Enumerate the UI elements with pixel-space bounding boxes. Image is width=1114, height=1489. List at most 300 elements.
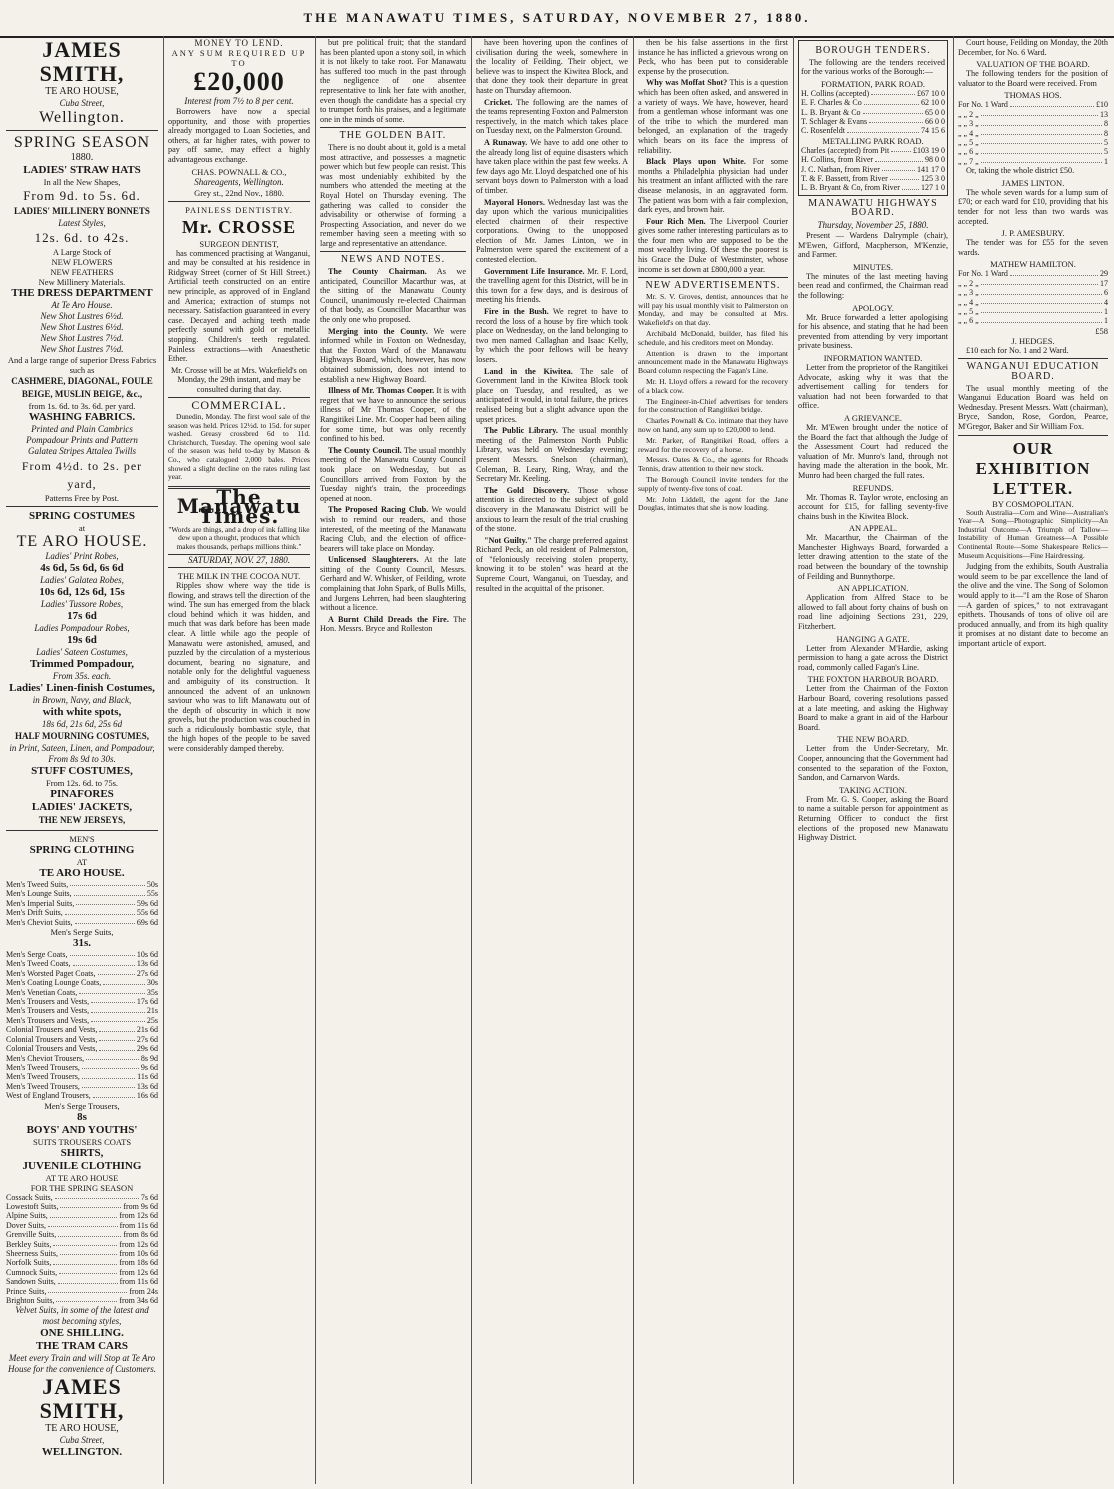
cricket-head: Cricket. xyxy=(484,97,513,107)
hamilton-heading: MATHEW HAMILTON. xyxy=(990,259,1076,270)
coat-row xyxy=(6,1006,158,1015)
wanganui-heading: WANGANUI EDUCATION BOARD. xyxy=(966,361,1100,382)
metalling-row xyxy=(801,146,945,155)
coat-row-value: 9s 6d xyxy=(140,1062,158,1072)
stock-line: New Millinery Materials. xyxy=(38,277,126,287)
column-4 xyxy=(472,36,632,1484)
masthead-title: THE MANAWATU TIMES, SATURDAY, NOVEMBER 27, 1880. xyxy=(303,10,811,25)
metalling-row xyxy=(801,165,945,174)
leader-dots xyxy=(50,1211,118,1217)
costume-line: 4s 6d, 5s 6d, 6s 6d xyxy=(40,562,124,574)
article-text: Court house, Feilding on Monday, the 20th December, for No. 6 Ward. xyxy=(958,38,1108,57)
borough-intro: The following are the tenders received for the various works of the Borough:— xyxy=(801,57,945,77)
leader-dots xyxy=(1010,269,1098,275)
coat-row-value: 11s 6d xyxy=(137,1072,158,1082)
store-name: TE ARO HOUSE, xyxy=(45,86,119,97)
coat-row xyxy=(6,1044,158,1053)
juvenile-row-value: 7s 6d xyxy=(140,1192,158,1202)
news-heading: NEWS AND NOTES. xyxy=(340,254,446,266)
suit-row xyxy=(6,908,158,917)
ward-row-value: 1 xyxy=(1104,156,1108,166)
costume-line: 19s 6d xyxy=(67,634,97,646)
leader-dots xyxy=(981,129,1102,135)
metalling-row-label: H. Collins, from River xyxy=(801,155,874,165)
formation-row-value: 74 15 6 xyxy=(921,126,945,136)
divider xyxy=(168,201,310,202)
washing-heading: WASHING FABRICS. xyxy=(28,411,136,423)
leader-dots xyxy=(48,1287,127,1293)
leader-dots xyxy=(103,978,145,984)
footer-store: TE ARO HOUSE, xyxy=(45,1423,119,1435)
coat-row xyxy=(6,1025,158,1034)
juvenile-row-value: from 12s 6d xyxy=(119,1211,158,1221)
suit-row-value: 59s 6d xyxy=(136,898,158,908)
suit-row-value: 55s 6d xyxy=(136,908,158,918)
juvenile-row-value: from 10s 6d xyxy=(119,1248,158,1258)
wanganui-text: The usual monthly meeting of the Wanganui Education Board was held on Wednesday. Present Messrs. Watt (chairman), Bryce, Sandon, Rose, Gordon, Pearce, M'Gregor, Baker and Sir William Fox. xyxy=(958,383,1108,431)
money-address: Shareagents, Wellington. xyxy=(194,176,284,187)
masthead xyxy=(0,0,1114,38)
leader-dots xyxy=(58,1277,118,1283)
juvenile-row-label: Cumnock Suits, xyxy=(6,1267,58,1277)
metalling-heading: METALLING PARK ROAD. xyxy=(822,135,924,146)
application-heading: AN APPLICATION. xyxy=(837,583,909,594)
notguilty-head: "Not Guilty." xyxy=(484,535,532,545)
highways-heading: MANAWATU HIGHWAYS BOARD. xyxy=(808,197,938,219)
metalling-row-value: 125 3 0 xyxy=(921,174,945,184)
coat-row xyxy=(6,969,158,978)
ward-row xyxy=(958,147,1108,156)
racing-head: The Proposed Racing Club. xyxy=(328,505,429,515)
divider xyxy=(958,358,1108,359)
appeal-heading: AN APPEAL. xyxy=(848,523,898,534)
costume-line: 10s 6d, 12s 6d, 15s xyxy=(39,586,125,598)
coat-row xyxy=(6,1072,158,1081)
bonnets-price: 12s. 6d. to 42s. xyxy=(34,230,130,245)
leader-dots xyxy=(65,908,135,914)
juvenile-row-label: Grenville Suits, xyxy=(6,1230,57,1240)
minutes-heading: MINUTES. xyxy=(853,261,893,272)
coat-row-label: Colonial Trousers and Vests, xyxy=(6,1034,98,1044)
harbour-text: Letter from the Chairman of the Foxton Harbour Board, covering resolutions passed at a late meeting, and asking the Highway Board to make a grant in aid of the Harbour Board. xyxy=(798,684,948,732)
leader-dots xyxy=(93,1091,135,1097)
serge-trousers-price: 8s xyxy=(77,1110,87,1123)
leader-dots xyxy=(882,165,915,171)
leader-dots xyxy=(59,1268,117,1274)
ward-row xyxy=(958,129,1108,138)
jersey-heading: THE NEW JERSEYS, xyxy=(38,815,126,825)
leader-dots xyxy=(58,1230,121,1236)
washing-price: From 4½d. to 2s. per yard, xyxy=(21,459,143,491)
notguilty-text: The charge preferred against Richard Peck, an old resident of Palmerston, of "feloniously receiving stolen property, knowing it to be stolen" was heard at the Supreme Court, Wanganui, on Tuesday, and resulted in the acquittal of the prisoner. xyxy=(476,535,629,593)
black-text: For some months a Philadelphia physician had under his treatment an infant afflicted with the rare disease melanosis, in an aggravated form. The patient was born with a fair complexion, dark eyes, and brown hair. xyxy=(638,157,789,215)
insurance-head: Government Life Insurance. xyxy=(484,266,585,276)
coat-row xyxy=(6,1016,158,1025)
new-advertisements-heading: NEW ADVERTISEMENTS. xyxy=(645,280,781,292)
burnt-text: The Hon. Messrs. Bryce and Rolleston xyxy=(320,614,466,634)
county-text: As we anticipated, Councillor Macarthur was, at the sitting of the Manawatu County Council, unanimously re-elected Chairman of that body, as Councillor Macarthur was the only one who proposed. xyxy=(320,267,466,325)
juvenile-row-label: Alpine Suits, xyxy=(6,1211,48,1221)
suit-row-label: Men's Imperial Suits, xyxy=(6,898,75,908)
leader-dots xyxy=(1010,100,1094,106)
leader-dots xyxy=(70,880,145,886)
advertisement-item: The Borough Council invite tenders for the supply of twenty-five tons of coal. xyxy=(638,474,788,493)
hamilton-row-value: 6 xyxy=(1104,288,1108,298)
coat-row xyxy=(6,978,158,987)
juvenile-row xyxy=(6,1193,158,1202)
juvenile-heading: JUVENILE CLOTHING xyxy=(22,1159,142,1172)
metalling-row-value: 141 17 0 xyxy=(917,164,945,174)
coat-row xyxy=(6,950,158,959)
leader-dots xyxy=(70,950,135,956)
juvenile-row-value: from 8s 6d xyxy=(123,1230,158,1240)
hamilton-row-label: „ „ 3 „ xyxy=(958,288,979,298)
formation-row-value: 65 0 0 xyxy=(925,107,945,117)
hats-sub: In all the New Shapes, xyxy=(43,177,121,187)
juvenile-row xyxy=(6,1221,158,1230)
coat-row-label: Men's Cheviot Trousers, xyxy=(6,1053,85,1063)
hamilton-row-label: „ „ 4 „ xyxy=(958,297,979,307)
coat-row xyxy=(6,1063,158,1072)
hats-heading: LADIES' STRAW HATS xyxy=(23,164,141,176)
juvenile-row-value: from 18s 6d xyxy=(119,1258,158,1268)
dentistry-heading: PAINLESS DENTISTRY. xyxy=(185,204,293,215)
juvenile-row-value: from 34s 6d xyxy=(119,1296,158,1305)
leader-dots xyxy=(82,1082,135,1088)
moffat-text: This is a question which has been often asked, and answered in a variety of ways. We have, however, heard from a gentleman whose informant was one of the tribe to which the murdered man belonged, an explanation of the tragedy which bears on its face the impress of reliability. xyxy=(638,78,788,155)
coat-row-label: Men's Venetian Coats, xyxy=(6,987,78,997)
leader-dots xyxy=(55,1193,139,1199)
divider xyxy=(638,277,788,278)
hamilton-total: £58 xyxy=(1095,325,1108,336)
suit-list xyxy=(6,880,158,927)
coat-row-value: 29s 6d xyxy=(136,1044,158,1054)
bonnets-sub: Latest Styles, xyxy=(58,218,106,228)
gate-heading: HANGING A GATE. xyxy=(836,633,910,644)
juvenile-row-value: from 24s xyxy=(129,1286,158,1296)
formation-row xyxy=(801,117,945,126)
stock-line: NEW FLOWERS xyxy=(51,257,113,267)
juvenile-row-label: Berkley Suits, xyxy=(6,1239,52,1249)
juvenile-row-value: from 9s 6d xyxy=(123,1201,158,1211)
racing-text: We would wish to remind our readers, and those interested, of the meeting of the Manawatu Racing Club, and the election of office-bearers will take place on Monday. xyxy=(320,505,466,553)
newspaper-page xyxy=(2,36,1112,1486)
county-head: The County Chairman. xyxy=(328,267,427,277)
formation-heading: FORMATION, PARK ROAD. xyxy=(820,78,926,89)
linton-text: The whole seven wards for a lump sum of £70; or each ward for £10, providing that his tender for not less than two wards was accepted. xyxy=(958,187,1108,226)
suit-row-value: 50s xyxy=(146,880,158,889)
washing-line: Printed and Plain Cambrics xyxy=(31,424,133,434)
tram-heading: THE TRAM CARS xyxy=(35,1340,129,1353)
leader-dots xyxy=(99,1044,134,1050)
costumes-heading: SPRING COSTUMES xyxy=(28,510,136,522)
leader-dots xyxy=(981,119,1102,125)
coat-row xyxy=(6,1054,158,1063)
grievance-text: Mr. M'Ewen brought under the notice of the Board the fact that although the Judge of the Assessment Court had reduced the valuation of Mr. Munro's land, through not having made the alteration in the book, Mr. Munro had been charged the full rates. xyxy=(798,422,948,480)
minutes-text: The minutes of the last meeting having been read and confirmed, the Chairman read the following: xyxy=(798,271,948,300)
golden-text: There is no doubt about it, gold is a metal most attractive, and possesses a magnetic power which but few people can resist. This was most undeniably exhibited by the numbers who attended the meeting at the Royal Hotel on Thursday evening. The gathering was called to consider the advisability or otherwise of forming a Prospecting Association, and never do we remember having seen a meeting with so large and representative an attendance. xyxy=(320,142,466,248)
money-text: Borrowers have now a special opportunity, and those with properties already mortgaged to Loan Societies, and others, at far higher rates, with power to pay off same, may effect a highly advantageous exchange. xyxy=(168,107,310,164)
metalling-row xyxy=(801,183,945,192)
valuation-text: The following tenders for the position of valuator to the Board were received. From xyxy=(958,69,1108,88)
appeal-text: Mr. Macarthur, the Chairman of the Manchester Highways Board, forwarded a letter drawing attention to the state of the road between the boundary of the township of Feilding and Bunnythorpe. xyxy=(798,533,948,581)
juvenile-row-value: from 11s 6d xyxy=(119,1277,158,1287)
dress-line: And a large range of superior Dress Fabrics such as xyxy=(7,355,157,375)
leader-dots xyxy=(902,183,919,189)
coat-row-label: Men's Trousers and Vests, xyxy=(6,1015,90,1025)
serge-trousers: Men's Serge Trousers, xyxy=(44,1100,120,1111)
formation-row-label: E. F. Charles & Co xyxy=(801,98,862,108)
velvet-line: Velvet Suits, in some of the latest and most becoming styles, xyxy=(15,1305,149,1327)
ward-row-label: „ „ 7 „ xyxy=(958,156,979,166)
footer-street: Cuba Street, xyxy=(59,1435,105,1446)
coat-row-label: Men's Trousers and Vests, xyxy=(6,997,90,1007)
leader-dots xyxy=(74,889,145,895)
pinafores-heading: PINAFORES xyxy=(50,788,114,800)
ward-row xyxy=(958,100,1108,109)
money-amount: £20,000 xyxy=(193,67,285,96)
hedges-text: £10 each for No. 1 and 2 Ward. xyxy=(966,345,1069,355)
costume-line: Ladies' Linen-finish Costumes, xyxy=(9,682,155,694)
mens-heading: MEN'S xyxy=(69,834,95,844)
footer-name: JAMES SMITH, xyxy=(39,1374,125,1424)
money-rate: Interest from 7½ to 8 per cent. xyxy=(184,96,294,106)
dentist-name: Mr. CROSSE xyxy=(181,216,297,237)
whole-text: Or, taking the whole district £50. xyxy=(966,166,1075,176)
suit-row xyxy=(6,889,158,898)
metalling-row-label: T. & F. Bassett, from River xyxy=(801,174,888,184)
metalling-row-label: L. B. Bryant & Co, from River xyxy=(801,183,900,193)
juvenile-row xyxy=(6,1277,158,1286)
gate-text: Letter from Alexander M'Hardie, asking permission to hang a gate across the District road, commonly called Fagan's Line. xyxy=(798,643,948,672)
juvenile-season: FOR THE SPRING SEASON xyxy=(30,1182,134,1193)
juvenile-row-label: Sandown Suits, xyxy=(6,1277,56,1287)
merging-text: We were informed while in Foxton on Wednesday, that the Foxton Ward of the Manawatu Highways Board, which, however, has now obtained submission, does not intend to establish a new Highway Board. xyxy=(320,326,466,384)
leader-dots xyxy=(981,316,1102,322)
costume-line: Trimmed Pompadour, xyxy=(30,658,134,670)
washing-line: Pompadour Prints and Pattern xyxy=(26,435,138,445)
juvenile-row xyxy=(6,1230,158,1239)
cashmere-price: from 1s. 6d. to 3s. 6d. per yard. xyxy=(28,401,136,411)
leader-dots xyxy=(60,1249,117,1255)
clothing-heading: SPRING CLOTHING xyxy=(29,844,135,856)
column-7 xyxy=(954,36,1112,1484)
formation-row xyxy=(801,89,945,98)
formation-row xyxy=(801,98,945,107)
taking-text: From Mr. G. S. Cooper, asking the Board to name a suitable person for appointment as Returning Officer to conduct the first elections of the proposed new Manawatu Highway District. xyxy=(798,794,948,843)
apology-text: Mr. Bruce forwarded a letter apologising for his absence, and stating that he had been prevented from attending by very important private business. xyxy=(798,312,948,351)
hamilton-row xyxy=(958,288,1108,297)
juvenile-row-label: Lowestoft Suits, xyxy=(6,1201,59,1211)
hamilton-row xyxy=(958,269,1108,278)
advertisement-item: Mr. S. V. Groves, dentist, announces that he will pay his usual monthly visit to Palmerston on Monday, and may be consulted at Mrs. Wakefield's on that day. xyxy=(638,291,788,328)
leader-dots xyxy=(890,174,919,180)
golden-heading: THE GOLDEN BAIT. xyxy=(339,130,447,142)
ward-row-label: „ „ 4 „ xyxy=(958,128,979,138)
leader-dots xyxy=(60,1202,121,1208)
suit-row-value: 55s xyxy=(146,889,158,899)
money-agent: CHAS. POWNALL & CO., xyxy=(191,166,287,177)
advertisement-item: Charles Pownall & Co. intimate that they have now on hand, any sum up to £20,000 to lend. xyxy=(638,416,788,434)
article-text: have been hovering upon the confines of civilisation during the week, somewhere in the locality of Feilding. Their object, we believe was to inspect the Kiwitea Block, and that done they took their departure in great haste on Thursday afternoon. xyxy=(476,38,628,95)
dress-line: New Shot Lustres 6½d. xyxy=(40,311,124,321)
costume-line: 17s 6d xyxy=(67,610,97,622)
metalling-row-value: 98 0 0 xyxy=(925,155,945,165)
serge-price: 31s. xyxy=(72,937,92,950)
ward-row-value: 8 xyxy=(1104,119,1108,129)
formation-row-label: L. B. Bryant & Co xyxy=(801,107,861,117)
paper-title: The Manawatu Times. xyxy=(176,484,302,528)
leader-dots xyxy=(91,997,135,1003)
column-te-aro-advert xyxy=(2,36,162,1484)
leader-dots xyxy=(86,1054,139,1060)
juvenile-row-value: from 11s 6d xyxy=(119,1220,158,1230)
ward-row-label: „ „ 5 „ xyxy=(958,138,979,147)
burnt-head: A Burnt Child Dreads the Fire. xyxy=(328,614,449,624)
costume-line: Ladies' Sateen Costumes, xyxy=(36,647,128,657)
costumes-store: TE ARO HOUSE. xyxy=(16,533,148,550)
exhibition-heading: OUR EXHIBITION LETTER. xyxy=(975,438,1091,498)
leader-dots xyxy=(981,279,1098,285)
divider xyxy=(320,251,466,252)
coat-row xyxy=(6,988,158,997)
illness-text: It is with regret that we have to announce the serious illness of Mr Thomas Cooper, of the Rangitikei Line. Mr. Cooper had been ailing for some time, but was only recently confined to his bed. xyxy=(320,386,466,444)
apology-heading: APOLOGY. xyxy=(852,302,894,313)
amesbury-heading: J. P. AMESBURY. xyxy=(1001,228,1065,239)
store-street: Cuba Street, xyxy=(59,98,105,108)
metalling-list xyxy=(801,146,945,193)
footer-city: WELLINGTON. xyxy=(41,1446,123,1459)
coat-row-value: 27s 6d xyxy=(136,1034,158,1044)
leader-dots xyxy=(869,117,923,123)
divider xyxy=(6,506,158,507)
metalling-row-value: £103 19 0 xyxy=(913,145,945,155)
clothing-store: TE ARO HOUSE. xyxy=(39,867,125,879)
article-text: then be his false assertions in the first instance he has inflicted a grievous wrong on Peck, who has been put to considerable expense by the prosecution. xyxy=(638,38,788,76)
divider xyxy=(6,130,158,131)
ward-row-label: „ „ 2 „ xyxy=(958,109,979,119)
runaway-text: We have to add one other to the already long list of equine disasters which have taken place within the past few weeks. A few days ago Mr. Lloyd despatched one of his servant boys down to Palmerston with a load of timber. xyxy=(476,137,628,195)
metalling-row-value: 127 1 0 xyxy=(921,183,945,193)
metalling-row xyxy=(801,174,945,183)
refunds-text: Mr. Thomas R. Taylor wrote, enclosing an account for £15, for falling seventy-five chains bush in the Kiwitea Block. xyxy=(798,492,948,521)
juvenile-row-label: Cossack Suits, xyxy=(6,1192,53,1202)
illness-head: Illness of Mr. Thomas Cooper. xyxy=(328,386,435,396)
leader-dots xyxy=(53,1258,117,1264)
runaway-head: A Runaway. xyxy=(484,137,528,147)
fire-head: Fire in the Bush. xyxy=(484,307,549,317)
hamilton-row-label: „ „ 5 „ xyxy=(958,307,979,316)
ward-row-value: 5 xyxy=(1104,147,1108,157)
juvenile-row-label: Dover Suits, xyxy=(6,1220,46,1230)
ward-row xyxy=(958,110,1108,119)
costume-line: Ladies' Print Robes, xyxy=(45,551,119,561)
exhibition-byline: BY COSMOPOLITAN. xyxy=(992,498,1074,509)
leader-dots xyxy=(99,1035,134,1041)
library-head: The Public Library. xyxy=(484,426,558,436)
juvenile-row-label: Prince Suits, xyxy=(6,1286,47,1296)
hamilton-row-value: 1 xyxy=(1104,316,1108,326)
hamilton-row xyxy=(958,298,1108,307)
juvenile-row xyxy=(6,1258,158,1267)
ward-row-label: „ „ 3 „ xyxy=(958,119,979,129)
advertisement-item: Mr. John Liddell, the agent for the Jane Douglas, intimates that she is now loading. xyxy=(638,494,788,513)
hamilton-row-label: For No. 1 Ward xyxy=(958,269,1008,279)
leader-dots xyxy=(981,138,1102,144)
borough-heading: BOROUGH TENDERS. xyxy=(815,45,931,56)
leader-dots xyxy=(863,108,923,114)
rich-head: Four Rich Men. xyxy=(646,216,706,226)
formation-row xyxy=(801,126,945,135)
coat-row-label: Colonial Trousers and Vests, xyxy=(6,1025,98,1035)
costume-line: Ladies' Galatea Robes, xyxy=(40,575,124,585)
divider xyxy=(320,127,466,128)
slaughter-head: Unlicensed Slaughterers. xyxy=(328,555,419,565)
suit-row-label: Men's Tweed Suits, xyxy=(6,880,69,889)
leader-dots xyxy=(981,110,1098,116)
ward-row-value: 5 xyxy=(1104,138,1108,147)
advertisement-item: Messrs. Oates & Co., the agents for Rhoads Tennis, draw attention to their new stock. xyxy=(638,455,788,474)
ward-row-label: For No. 1 Ward xyxy=(958,100,1008,110)
tram-text: Meet every Train and will Stop at Te Aro House for the convenience of Customers. xyxy=(8,1353,156,1375)
slaughter-text: At the late sitting of the County Council, Messrs. Gerhard and W. Whisker, of Feilding, wrote complaining that John Spark, of Bulls Mills, and Jurgens Lehrren, had been slaughtering without a licence. xyxy=(320,555,466,613)
coat-row-label: Men's Serge Coats, xyxy=(6,950,68,960)
thos-heading: THOMAS HOS. xyxy=(1004,90,1062,101)
ward-list xyxy=(958,100,1108,166)
hamilton-row-value: 29 xyxy=(1100,269,1108,279)
washing-line: Galatea Stripes Attalea Twills xyxy=(28,446,136,456)
dentist-role: SURGEON DENTIST, xyxy=(199,238,279,249)
leader-dots xyxy=(981,298,1102,304)
coat-row-value: 13s 6d xyxy=(136,959,158,969)
rich-text: The Liverpool Courier gives some rather interesting particulars as to the four men who are supposed to be the most wealthy living. Of these the poorest is his Grace the Duke of Westminster, whose income is set down at £800,000 a year. xyxy=(638,216,788,274)
dentist-text: has commenced practising at Wanganui, and may be consulted at his residence in Ridgway Street (corner of St Hill Street.) Artificial teeth constructed on an entire new principle, as approved of in England and America; extraction of stumps not necessary. Satisfaction guaranteed in every case. Decayed and aching teeth made perfectly sound with gold or metallic stopping. Children's teeth regulated. Painless extractions—with Anaesthetic Ether. xyxy=(168,248,310,364)
fire-text: We regret to have to record the loss of a house by fire which took place on Wednesday, on the land belonging to two men named Callaghan and Isaac Kelly, by which the poor fellows will be heavy losers. xyxy=(476,307,628,364)
cricket-text: The following are the names of the teams representing Foxton and Palmerston respectively, in the match which takes place on Tuesday next, on the Palmerston Ground. xyxy=(476,97,628,136)
leader-dots xyxy=(48,1221,118,1227)
coat-row-label: Men's Tweed Coats, xyxy=(6,959,71,969)
coat-row xyxy=(6,959,158,968)
coat-row-label: Men's Tweed Trousers, xyxy=(6,1062,80,1072)
bonnets-heading: LADIES' MILLINERY BONNETS xyxy=(14,206,150,216)
grievance-heading: A GRIEVANCE. xyxy=(844,412,902,423)
leader-dots xyxy=(981,288,1102,294)
formation-row xyxy=(801,108,945,117)
leader-dots xyxy=(981,157,1102,163)
coat-row-label: Men's Tweed Trousers, xyxy=(6,1072,80,1082)
juvenile-at: AT TE ARO HOUSE xyxy=(45,1172,119,1183)
column-5 xyxy=(634,36,792,1484)
leader-dots xyxy=(98,969,135,975)
suit-row xyxy=(6,918,158,927)
season-heading: SPRING SEASON xyxy=(13,134,151,151)
hamilton-list xyxy=(958,269,1108,325)
ward-row-value: 13 xyxy=(1100,109,1108,119)
column-6 xyxy=(794,36,952,1484)
leader-dots xyxy=(53,1240,117,1246)
coat-row-value: 35s xyxy=(146,987,158,997)
juvenile-row xyxy=(6,1249,158,1258)
insurance-text: Mr. F. Lord, the travelling agent for this District, will be in this town for a few days, and is desirous of meeting his friends. xyxy=(476,266,628,305)
cashmere-line: CASHMERE, DIAGONAL, FOULE BEIGE, MUSLIN BEIGE, &c., xyxy=(11,376,153,399)
juvenile-row xyxy=(6,1202,158,1211)
library-text: The usual monthly meeting of the Palmerston North Public Library, was held on Wednesday evening; present Messrs. Snelson (chairman), Coleman, B. Leary, Ring, Wray, and the Secretary Mr. Keeling. xyxy=(476,426,629,484)
money-heading: MONEY TO LEND. xyxy=(194,38,284,48)
juvenile-list xyxy=(6,1193,158,1306)
leader-dots xyxy=(981,307,1102,313)
costumes-at: at xyxy=(78,523,86,533)
dentist-visit: Mr. Crosse will be at Mrs. Wakefield's on Monday, the 29th instant, and may be consulted during that day. xyxy=(171,365,307,394)
